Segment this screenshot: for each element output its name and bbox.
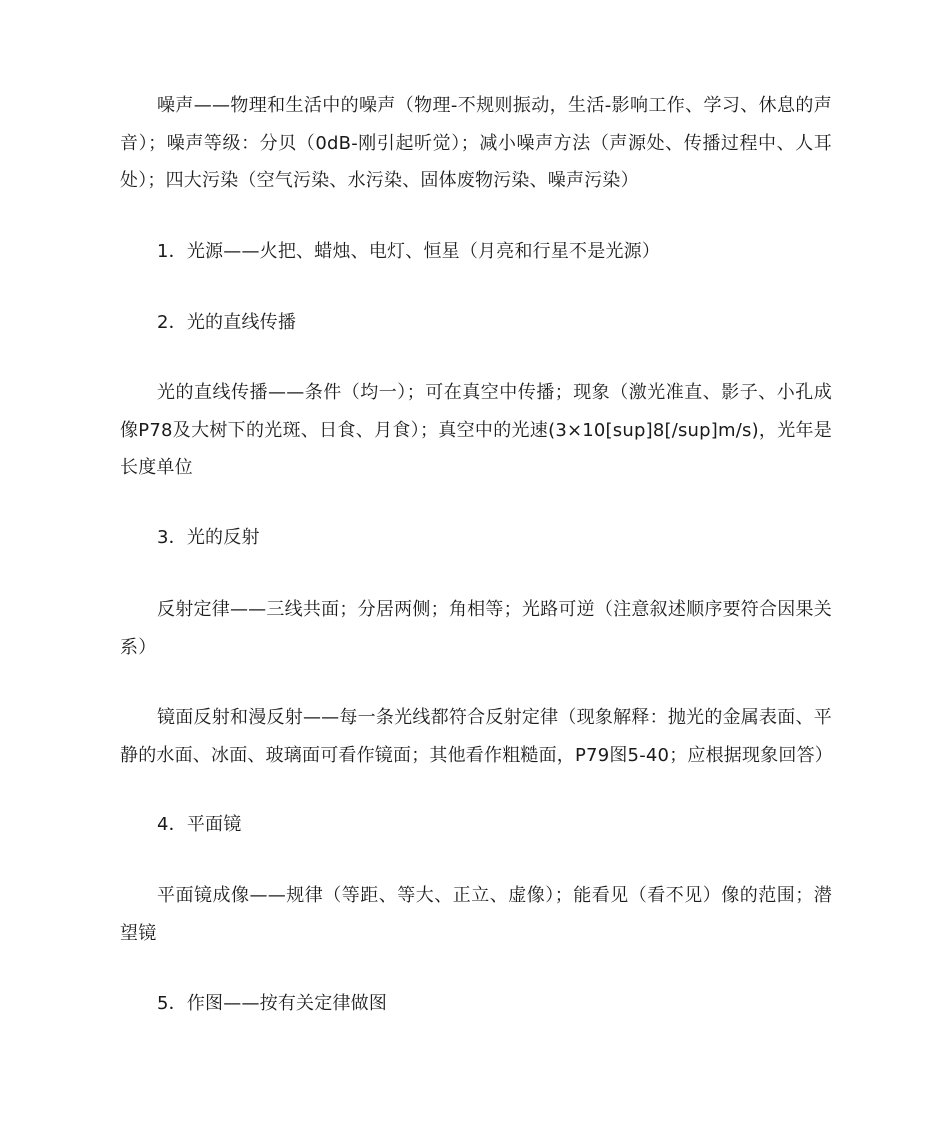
paragraph-specular-diffuse: 镜面反射和漫反射——每一条光线都符合反射定律（现象解释：抛光的金属表面、平静的水面、冰面、玻璃面可看作镜面；其他看作粗糙面，P79图5-40；应根据现象回答） xyxy=(120,707,834,766)
paragraph-plane-mirror: 平面镜成像——规律（等距、等大、正立、虚像）；能看见（看不见）像的范围；潜望镜 xyxy=(120,885,832,944)
paragraph-rectilinear-propagation: 光的直线传播——条件（均一）；可在真空中传播；现象（激光准直、影子、小孔成像P78及大树下的光斑、日食、月食）；真空中的光速(3×10[sup]8[/sup]m/s)，光年是长度单位 xyxy=(120,382,832,478)
heading-drawing: 5．作图——按有关定律做图 xyxy=(157,993,388,1014)
heading-reflection: 3．光的反射 xyxy=(157,527,260,548)
paragraph-noise: 噪声——物理和生活中的噪声（物理-不规则振动，生活-影响工作、学习、休息的声音）；噪声等级：分贝（0dB-刚引起听觉）；减小噪声方法（声源处、传播过程中、人耳处）；四大污染（空气污染、水污染、固体废物污染、噪声污染） xyxy=(120,95,832,191)
paragraph-reflection-law: 反射定律——三线共面；分居两侧；角相等；光路可逆（注意叙述顺序要符合因果关系） xyxy=(120,599,832,658)
heading-rectilinear-propagation: 2．光的直线传播 xyxy=(157,312,297,333)
heading-plane-mirror: 4．平面镜 xyxy=(157,814,242,835)
heading-light-source: 1．光源——火把、蜡烛、电灯、恒星（月亮和行星不是光源） xyxy=(157,241,661,262)
